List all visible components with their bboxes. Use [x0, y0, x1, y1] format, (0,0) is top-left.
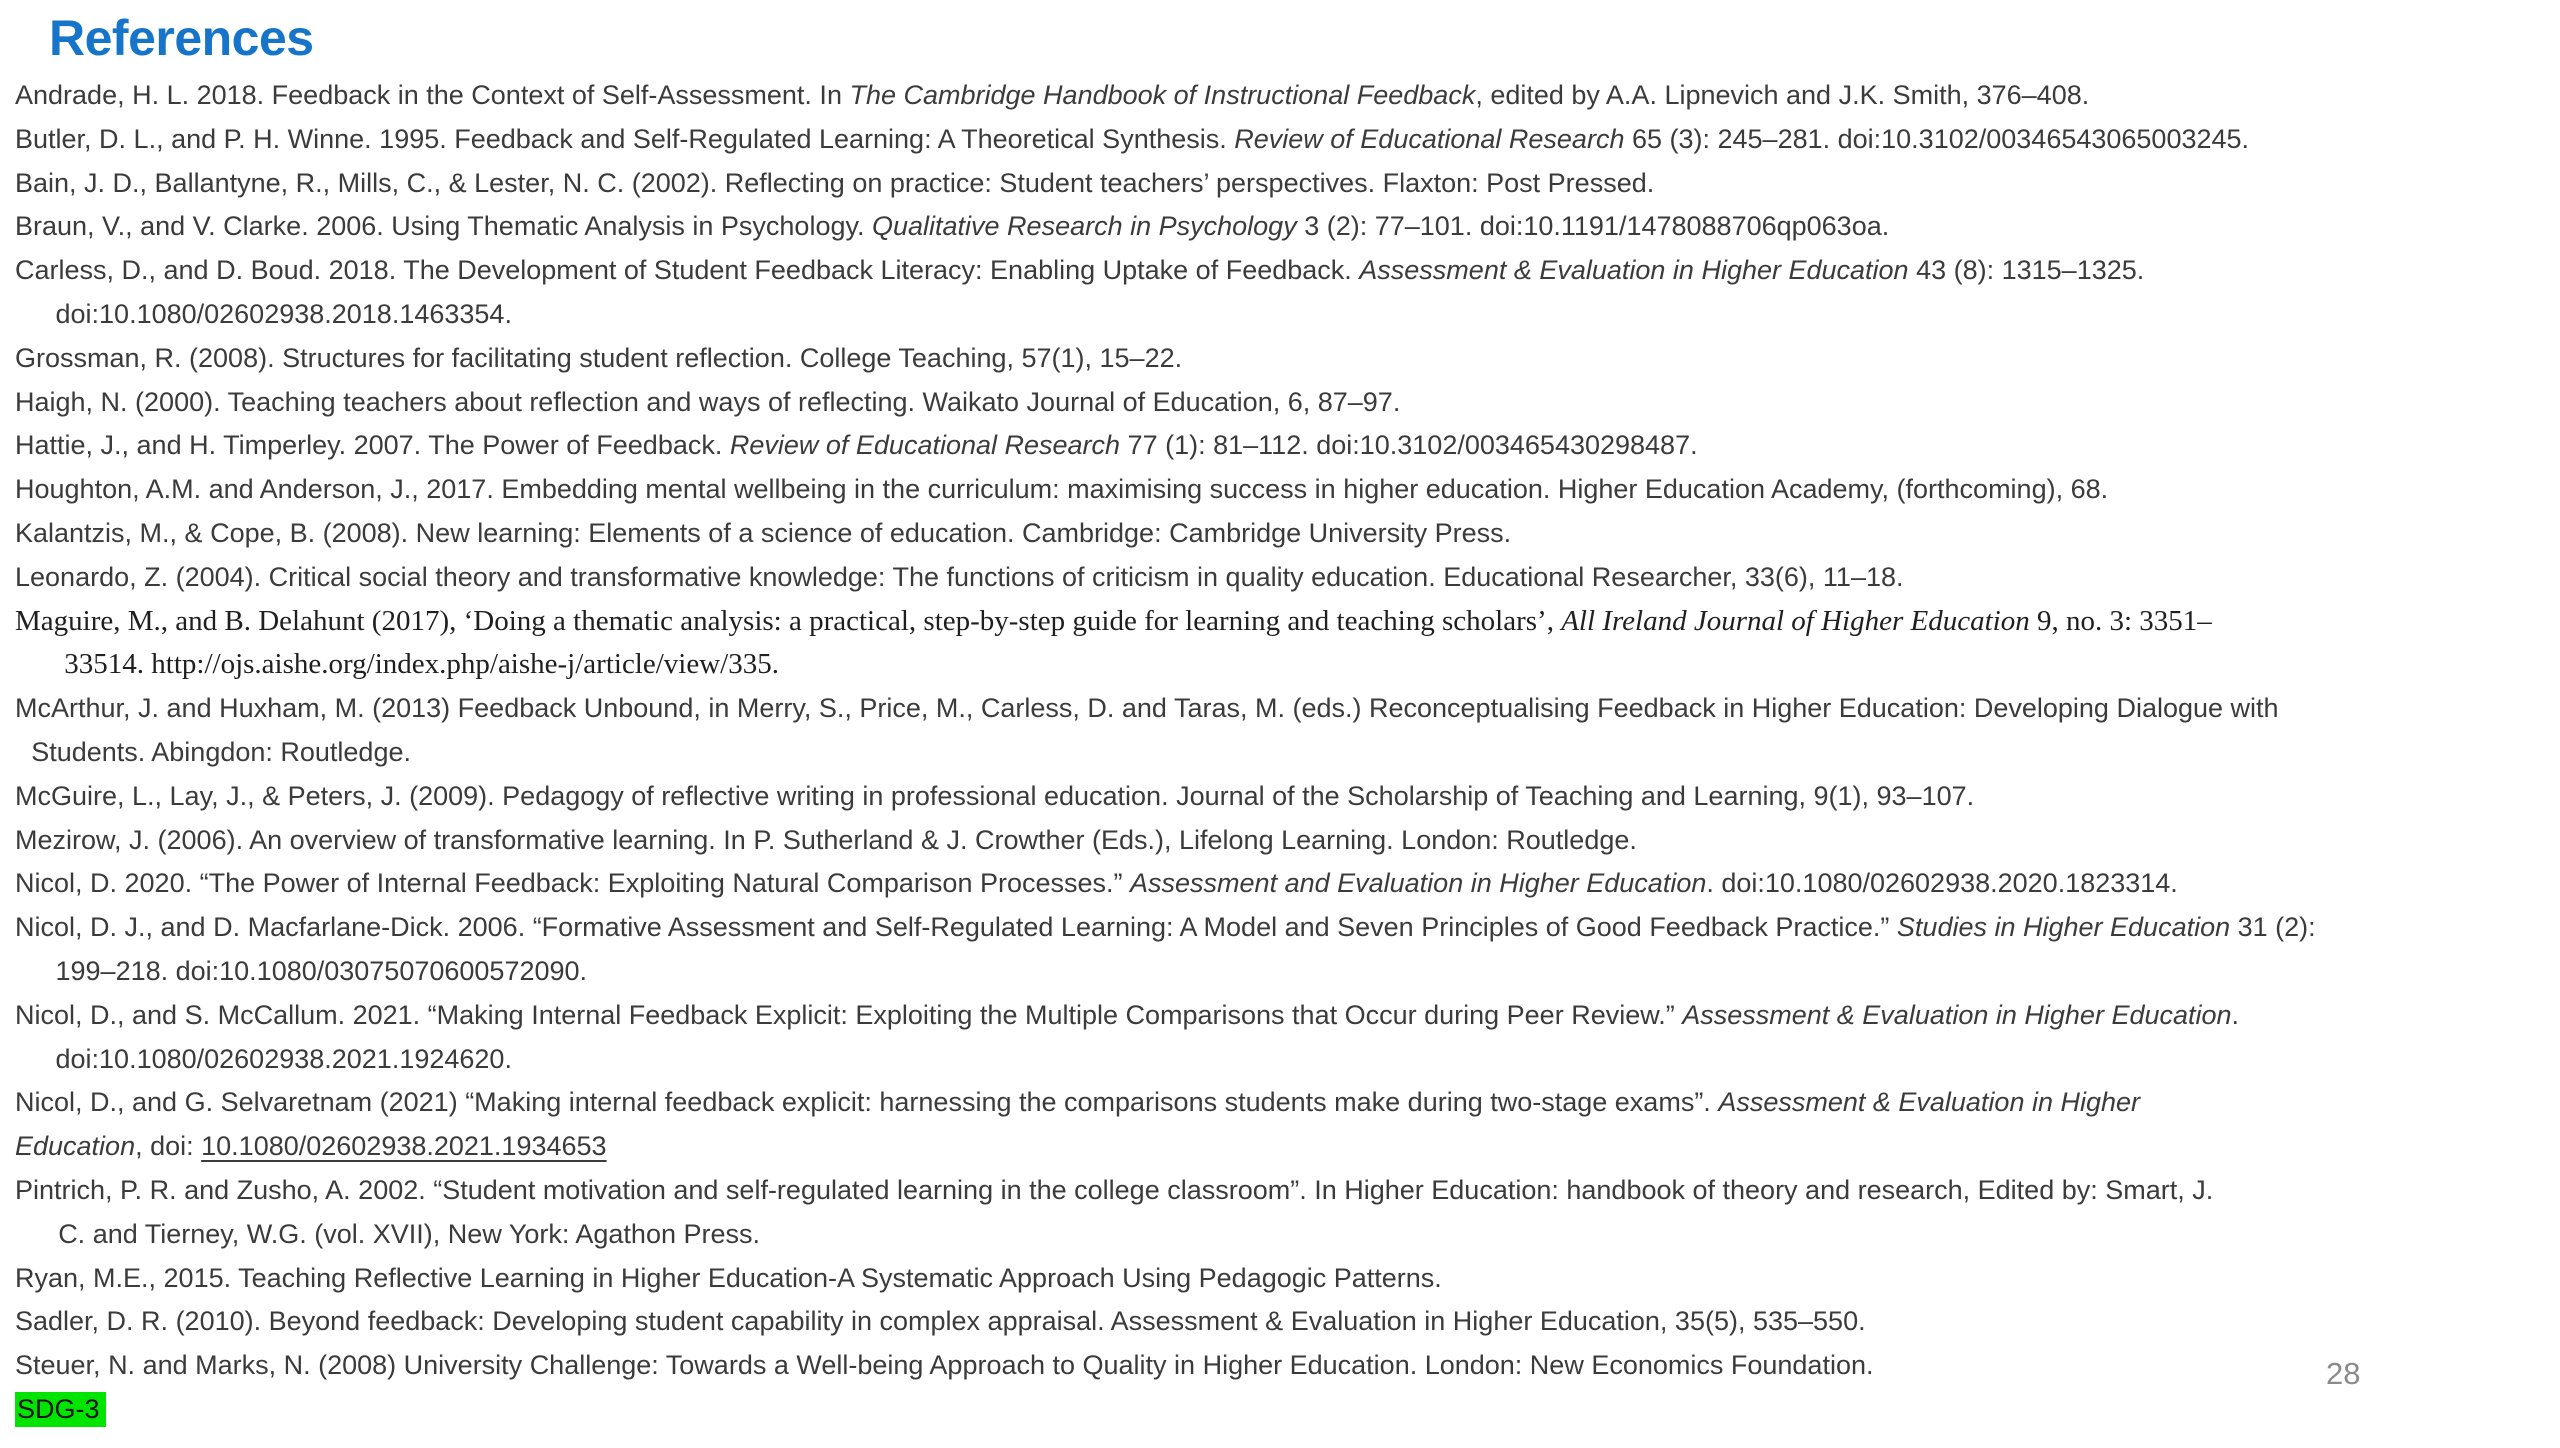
reference-item — [15, 1169, 2542, 1257]
reference-text: Students. Abingdon: Routledge. — [31, 736, 411, 767]
sdg-tag: SDG-3 — [15, 1392, 106, 1427]
reference-item — [15, 424, 2542, 468]
reference-text: Leonardo, Z. (2004). Critical social theory and transformative knowledge: The functions of criticism in quality education. Educational Researcher, 33(6), 11–18. — [15, 561, 1904, 592]
reference-text: , edited by A.A. Lipnevich and J.K. Smith, 376–408. — [1475, 80, 2090, 110]
reference-text: Braun, V., and V. Clarke. 2006. Using Thematic Analysis in Psychology. — [15, 211, 872, 242]
reference-item — [15, 512, 2542, 556]
reference-text: Haigh, N. (2000). Teaching teachers about reflection and ways of reflecting. Waikato Journal of Education, 6, 87–97. — [15, 386, 1401, 417]
reference-item — [15, 205, 2542, 249]
reference-item — [15, 906, 2542, 994]
reference-item — [15, 381, 2542, 425]
sdg-line — [15, 1388, 2560, 1432]
reference-text: 3 (2): 77–101. doi:10.1191/1478088706qp063oa. — [1296, 211, 1890, 242]
reference-text: Assessment & Evaluation in Higher — [1718, 1087, 2141, 1118]
reference-text: Review of Educational Research — [1234, 123, 1625, 154]
reference-text: Pintrich, P. R. and Zusho, A. 2002. “Student motivation and self-regulated learning in the college classroom”. In Higher Education: handbook of theory and research, Edited by: Smart, J. — [15, 1174, 2214, 1205]
reference-item — [15, 162, 2542, 206]
reference-text: Studies in Higher Education — [1896, 912, 2231, 943]
reference-item — [15, 600, 2542, 688]
reference-text: Maguire, M., and B. Delahunt (2017), ‘Doing a thematic analysis: a practical, step-by-step guide for learning and teaching scholars’, — [15, 604, 1562, 637]
page-number: 28 — [2326, 1356, 2361, 1391]
reference-text: Ryan, M.E., 2015. Teaching Reflective Learning in Higher Education-A Systematic Approach Using Pedagogic Patterns. — [15, 1262, 1442, 1293]
reference-text: Assessment & Evaluation in Higher Education — [1682, 999, 2232, 1030]
references-list — [15, 74, 2542, 1388]
reference-text: Assessment and Evaluation in Higher Education — [1130, 868, 1707, 899]
reference-item — [15, 775, 2542, 819]
reference-text: doi:10.1080/02602938.2021.1924620. — [55, 1043, 512, 1074]
reference-text: 31 (2): — [2230, 912, 2316, 943]
reference-item — [15, 862, 2542, 906]
reference-text: Nicol, D., and S. McCallum. 2021. “Making Internal Feedback Explicit: Exploiting the Multiple Comparisons that Occur during Peer Review.” — [15, 999, 1683, 1030]
reference-text: Qualitative Research in Psychology — [871, 211, 1297, 242]
reference-item — [15, 118, 2542, 162]
reference-text: Assessment & Evaluation in Higher Education — [1359, 255, 1909, 286]
reference-text: Review of Educational Research — [729, 430, 1121, 461]
reference-item — [15, 468, 2542, 512]
doi-link[interactable]: 10.1080/02602938.2021.1934653 — [201, 1131, 607, 1162]
reference-text: Butler, D. L., and P. H. Winne. 1995. Feedback and Self-Regulated Learning: A Theoretical Synthesis. — [15, 123, 1235, 154]
reference-item — [15, 337, 2542, 381]
reference-text: Nicol, D. J., and D. Macfarlane-Dick. 2006. “Formative Assessment and Self-Regulated Learning: A Model and Seven Principles of Good Feedback Practice.” — [15, 912, 1897, 943]
reference-text: Sadler, D. R. (2010). Beyond feedback: Developing student capability in complex appraisal. Assessment & Evaluation in Higher Education, 35(5), 535–550. — [15, 1306, 1866, 1337]
reference-text: 43 (8): 1315–1325. — [1908, 255, 2145, 286]
reference-item — [15, 819, 2542, 863]
reference-item — [15, 994, 2542, 1082]
reference-text: Bain, J. D., Ballantyne, R., Mills, C., & Lester, N. C. (2002). Reflecting on practice: Student teachers’ perspectives. Flaxton: Post Pressed. — [15, 167, 1655, 198]
reference-text: All Ireland Journal of Higher Education — [1561, 604, 2030, 637]
reference-item — [15, 1257, 2542, 1301]
reference-item — [15, 74, 2542, 118]
reference-item — [15, 249, 2542, 337]
reference-text: 65 (3): 245–281. doi:10.3102/00346543065003245. — [1624, 123, 2250, 154]
reference-text: Mezirow, J. (2006). An overview of transformative learning. In P. Sutherland & J. Crowther (Eds.), Lifelong Learning. London: Routledge. — [15, 824, 1637, 855]
reference-text: The Cambridge Handbook of Instructional Feedback — [849, 80, 1476, 110]
reference-text: . — [2231, 999, 2240, 1030]
reference-text: Nicol, D. 2020. “The Power of Internal Feedback: Exploiting Natural Comparison Processes.” — [15, 868, 1131, 899]
reference-text: . doi:10.1080/02602938.2020.1823314. — [1706, 868, 2178, 899]
reference-item — [15, 1344, 2542, 1388]
reference-item — [15, 1081, 2542, 1169]
reference-text: Nicol, D., and G. Selvaretnam (2021) “Making internal feedback explicit: harnessing the comparisons students make during two-stage exams”. — [15, 1087, 1719, 1118]
reference-text: Grossman, R. (2008). Structures for facilitating student reflection. College Teaching, 57(1), 15–22. — [15, 342, 1183, 373]
reference-text: Carless, D., and D. Boud. 2018. The Development of Student Feedback Literacy: Enabling Uptake of Feedback. — [15, 255, 1360, 286]
reference-text: 77 (1): 81–112. doi:10.3102/003465430298487. — [1120, 430, 1698, 461]
reference-text: Steuer, N. and Marks, N. (2008) University Challenge: Towards a Well-being Approach to Quality in Higher Education. London: New Economics Foundation. — [15, 1350, 1874, 1381]
reference-text: 33514. http://ojs.aishe.org/index.php/aishe-j/article/view/335. — [64, 648, 779, 681]
reference-item — [15, 1300, 2542, 1344]
reference-text: 199–218. doi:10.1080/03075070600572090. — [55, 955, 588, 986]
reference-text: Houghton, A.M. and Anderson, J., 2017. Embedding mental wellbeing in the curriculum: maximising success in higher education. Higher Education Academy, (forthcoming), 68. — [15, 474, 2109, 505]
reference-text: doi:10.1080/02602938.2018.1463354. — [55, 298, 512, 329]
reference-text: McGuire, L., Lay, J., & Peters, J. (2009). Pedagogy of reflective writing in professional education. Journal of the Scholarship of Teaching and Learning, 9(1), 93–107. — [15, 780, 1975, 811]
reference-text: Hattie, J., and H. Timperley. 2007. The Power of Feedback. — [15, 430, 730, 461]
reference-text: Education — [15, 1131, 136, 1162]
reference-text: Andrade, H. L. 2018. Feedback in the Context of Self-Assessment. In — [15, 80, 850, 110]
page-title: References — [49, 10, 314, 66]
reference-item — [15, 556, 2542, 600]
reference-text: , doi: — [135, 1131, 202, 1162]
reference-text: Kalantzis, M., & Cope, B. (2008). New learning: Elements of a science of education. Cambridge: Cambridge University Press. — [15, 517, 1512, 548]
reference-text: McArthur, J. and Huxham, M. (2013) Feedback Unbound, in Merry, S., Price, M., Carless, D. and Taras, M. (eds.) Reconceptualising Feedback in Higher Education: Developing Dialogue with — [15, 693, 2279, 724]
reference-item — [15, 687, 2542, 775]
reference-text: 9, no. 3: 3351– — [2029, 604, 2212, 637]
reference-text: C. and Tierney, W.G. (vol. XVII), New York: Agathon Press. — [58, 1218, 760, 1249]
